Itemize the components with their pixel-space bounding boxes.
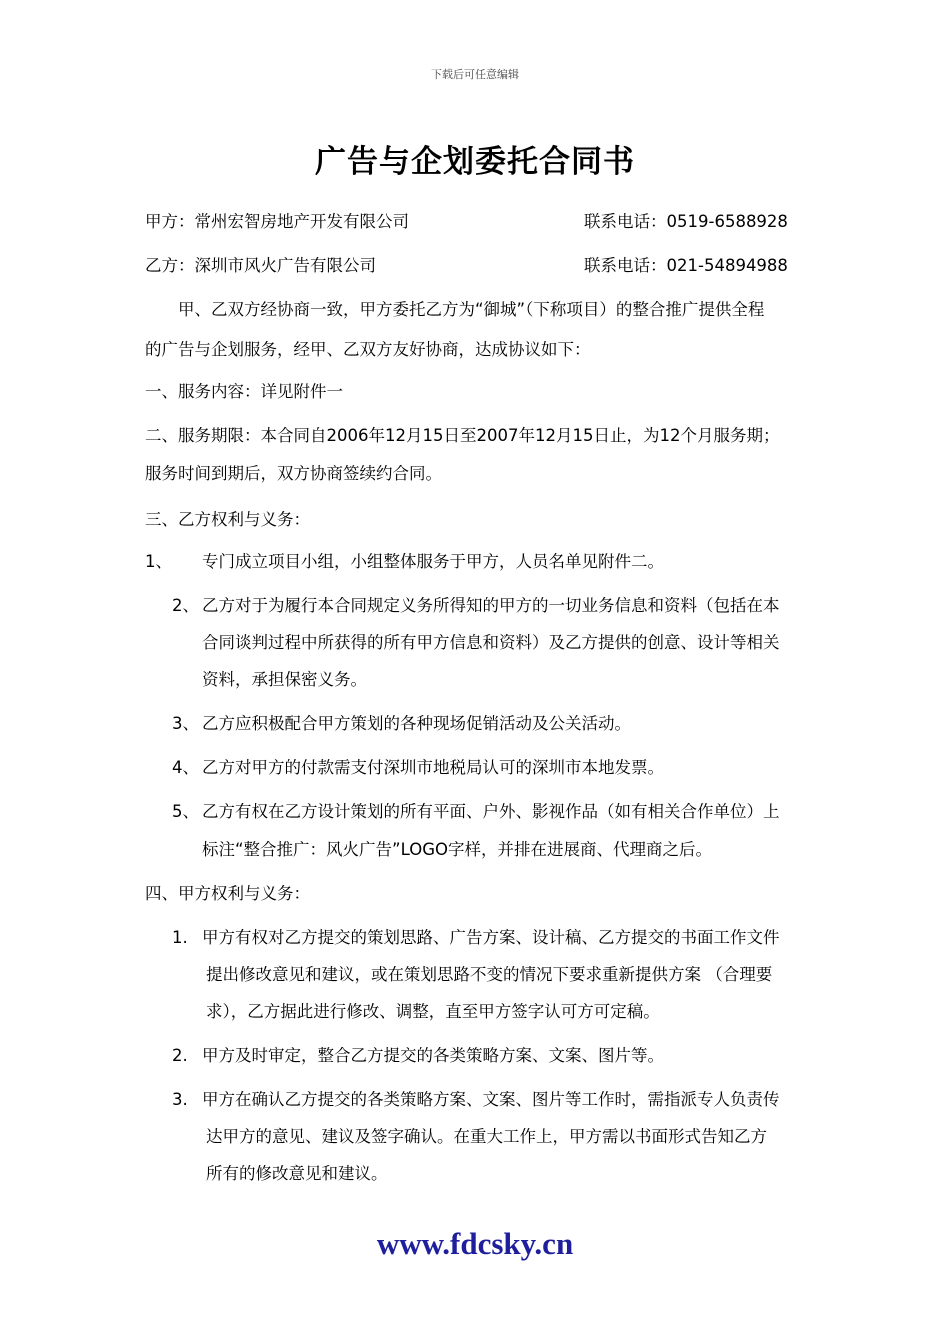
list-item-number: 1. (172, 928, 188, 947)
list-item-line: 乙方对甲方的付款需支付深圳市地税局认可的深圳市本地发票。 (202, 758, 664, 777)
section-2-line: 二、服务期限：本合同自2006年12月15日至2007年12月15日止，为12个月服务期； (145, 426, 780, 445)
party-b: 乙方：深圳市风火广告有限公司 (145, 256, 376, 275)
list-item-line: 标注“整合推广：风火广告”LOGO字样，并排在进展商、代理商之后。 (202, 840, 712, 859)
header-note: 下载后可任意编辑 (431, 68, 519, 81)
list-item-number: 2. (172, 1046, 188, 1065)
section-2-line: 服务时间到期后，双方协商签续约合同。 (145, 464, 442, 483)
list-item-number: 5、 (172, 802, 199, 821)
party-a: 甲方：常州宏智房地产开发有限公司 (145, 212, 409, 231)
footer-url: www.fdcsky.cn (376, 1226, 574, 1261)
list-item-line: 合同谈判过程中所获得的所有甲方信息和资料）及乙方提供的创意、设计等相关 (202, 633, 780, 652)
list-item-line: 达甲方的意见、建议及签字确认。在重大工作上，甲方需以书面形式告知乙方 (206, 1127, 767, 1146)
list-item-line: 资料，承担保密义务。 (202, 670, 367, 689)
list-item-line: 甲方有权对乙方提交的策划思路、广告方案、设计稿、乙方提交的书面工作文件 (202, 928, 780, 947)
list-item-line: 求），乙方据此进行修改、调整，直至甲方签字认可方可定稿。 (206, 1002, 660, 1021)
list-item-line: 甲方及时审定，整合乙方提交的各类策略方案、文案、图片等。 (202, 1046, 664, 1065)
list-item-line: 提出修改意见和建议，或在策划思路不变的情况下要求重新提供方案 （合理要 (206, 965, 773, 984)
list-item-number: 1、 (145, 552, 172, 571)
list-item-line: 甲方在确认乙方提交的各类策略方案、文案、图片等工作时，需指派专人负责传 (202, 1090, 780, 1109)
section-1-service-content: 一、服务内容：详见附件一 (145, 382, 343, 401)
list-item-number: 3、 (172, 714, 199, 733)
list-item-line: 所有的修改意见和建议。 (206, 1164, 388, 1183)
list-item-line: 乙方对于为履行本合同规定义务所得知的甲方的一切业务信息和资料（包括在本 (202, 596, 780, 615)
document-title: 广告与企划委托合同书 (315, 144, 635, 180)
list-item-line: 乙方有权在乙方设计策划的所有平面、户外、影视作品（如有相关合作单位）上 (202, 802, 780, 821)
list-item-line: 专门成立项目小组，小组整体服务于甲方，人员名单见附件二。 (202, 552, 664, 571)
list-item-number: 2、 (172, 596, 199, 615)
list-item-number: 4、 (172, 758, 199, 777)
party-b-phone: 联系电话：021-54894988 (584, 256, 788, 275)
intro-line: 的广告与企划服务，经甲、乙双方友好协商，达成协议如下： (145, 340, 591, 359)
list-item-line: 乙方应积极配合甲方策划的各种现场促销活动及公关活动。 (202, 714, 631, 733)
section-3-heading: 三、乙方权利与义务： (145, 510, 310, 529)
party-a-phone: 联系电话：0519-6588928 (584, 212, 788, 231)
section-4-heading: 四、甲方权利与义务： (145, 884, 310, 903)
intro-line: 甲、乙双方经协商一致，甲方委托乙方为“御城”（下称项目）的整合推广提供全程 (178, 300, 765, 319)
list-item-number: 3. (172, 1090, 188, 1109)
